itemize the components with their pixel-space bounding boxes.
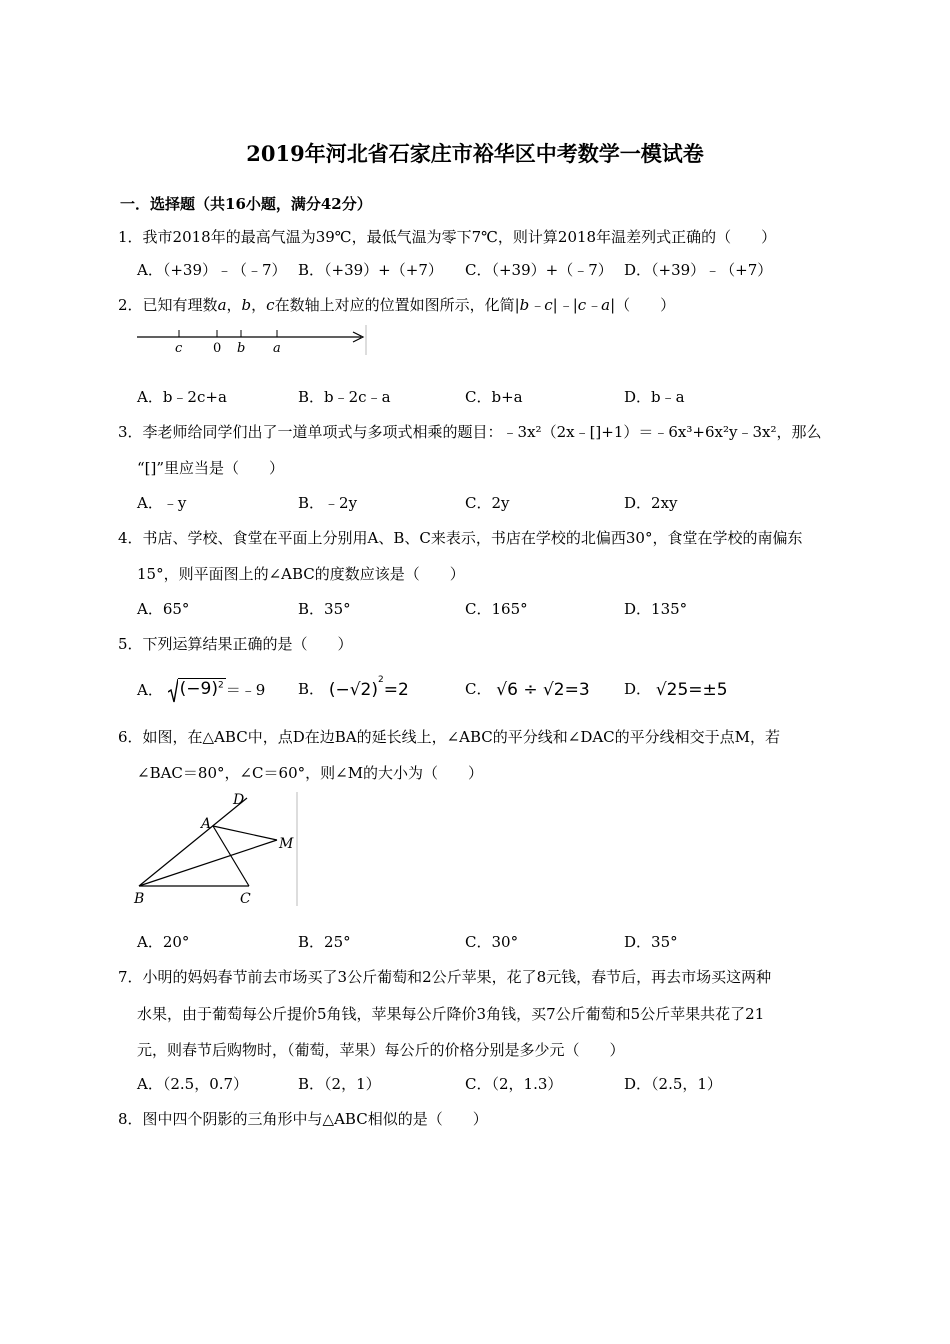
q3-option-d: D．2xy <box>624 494 678 512</box>
label-b: b <box>237 341 246 356</box>
option-letter: C． <box>465 680 492 698</box>
triangle-figure <box>133 790 301 910</box>
var-a: a <box>217 296 227 314</box>
q1-option-c: C．（+39）+（﹣7） <box>465 261 613 279</box>
label-a: a <box>273 341 281 356</box>
q2-option-a: A．b﹣2c+a <box>137 388 227 406</box>
question-stem: 李老师给同学们出了一道单项式与多项式相乘的题目：﹣3x²（2x﹣[]+1）＝﹣6x³+6x²y﹣3x²，那么 <box>142 423 822 441</box>
option-result: ＝﹣9 <box>225 681 266 699</box>
question-stem: 书店、学校、食堂在平面上分别用A、B、C来表示，书店在学校的北偏西30°，食堂在学校的南偏东 <box>142 529 803 547</box>
q3-option-a: A．﹣y <box>137 494 187 512</box>
question-number: 3． <box>118 423 143 441</box>
question-5 <box>118 633 353 654</box>
question-3-line-1 <box>118 421 821 442</box>
q4-option-c: C．165° <box>465 600 528 618</box>
question-7-line-2: 水果，由于葡萄每公斤提价5角钱，苹果每公斤降价3角钱，买7公斤葡萄和5公斤苹果共花了21 <box>137 1005 765 1023</box>
q3-option-b: B．﹣2y <box>298 494 358 512</box>
q5-option-c <box>465 678 590 700</box>
q1-option-a: A．（+39）﹣（﹣7） <box>137 261 287 279</box>
question-4-line-2: 15°，则平面图上的∠ABC的度数应该是（ ） <box>137 565 465 583</box>
question-7-line-3: 元，则春节后购物时，（葡萄，苹果）每公斤的价格分别是多少元（ ） <box>137 1041 625 1059</box>
line-ac <box>213 826 249 886</box>
label-m: M <box>279 836 294 852</box>
sqrt-expression <box>168 678 226 704</box>
option-letter: D． <box>624 680 652 698</box>
question-stem: 图中四个阴影的三角形中与△ABC相似的是（ ） <box>142 1110 488 1128</box>
line-am <box>213 826 277 840</box>
sqrt-expression: (−√2) 2 =2 <box>328 675 409 700</box>
q5-option-a <box>137 678 265 704</box>
question-number: 6． <box>118 728 143 746</box>
question-stem: 小明的妈妈春节前去市场买了3公斤葡萄和2公斤苹果，花了8元钱，春节后，再去市场买这两种 <box>142 968 772 986</box>
label-c: C <box>240 891 251 907</box>
label-c: c <box>175 341 183 356</box>
q7-option-d: D．（2.5，1） <box>624 1075 722 1093</box>
var-b: b <box>241 296 252 314</box>
question-stem: 我市2018年的最高气温为39℃，最低气温为零下7℃，则计算2018年温差列式正确的（ ） <box>142 228 777 246</box>
line-bd <box>139 798 247 886</box>
option-letter: A． <box>137 681 163 699</box>
option-letter: B． <box>298 680 325 698</box>
label-b: B <box>134 891 145 907</box>
section-heading: 一．选择题（共16小题，满分42分） <box>120 195 372 213</box>
question-6-line-2: ∠BAC＝80°，∠C＝60°，则∠M的大小为（ ） <box>137 764 484 782</box>
question-4-line-1 <box>118 527 802 548</box>
question-stem: 如图，在△ABC中，点D在边BA的延长线上，∠ABC的平分线和∠DAC的平分线相交于点M，若 <box>142 728 781 746</box>
question-number: 4． <box>118 529 143 547</box>
number-line-figure <box>135 325 375 357</box>
question-2: 2．已知有理数a，b，c在数轴上对应的位置如图所示，化简|b﹣c|﹣|c﹣a|（ ） <box>118 296 676 314</box>
question-number: 8． <box>118 1110 143 1128</box>
q4-option-d: D．135° <box>624 600 688 618</box>
question-number: 5． <box>118 635 143 653</box>
q2-option-b: B．b﹣2c﹣a <box>298 388 391 406</box>
var-c: c <box>266 296 275 314</box>
q7-option-a: A．（2.5，0.7） <box>137 1075 249 1093</box>
question-3-line-2: “[]”里应当是（ ） <box>137 459 285 477</box>
sqrt-expression: √6 ÷ √2=3 <box>496 680 590 700</box>
q5-option-b <box>298 675 409 700</box>
q7-option-c: C．（2，1.3） <box>465 1075 563 1093</box>
q6-option-a: A．20° <box>137 933 190 951</box>
label-d: D <box>233 792 245 808</box>
line-bm <box>139 840 277 886</box>
q6-option-c: C．30° <box>465 933 519 951</box>
q6-option-b: B．25° <box>298 933 351 951</box>
question-stem-part: 在数轴上对应的位置如图所示，化简 <box>274 296 515 314</box>
q2-option-d: D．b﹣a <box>624 388 685 406</box>
question-stem-part: 已知有理数 <box>142 296 218 314</box>
label-0: 0 <box>213 341 222 356</box>
question-stem-part: （ ） <box>615 296 676 314</box>
question-6-line-1 <box>118 726 780 747</box>
radicand: $(-9)^2$ <box>179 679 224 699</box>
q5-option-d <box>624 678 728 700</box>
question-7-line-1 <box>118 966 771 987</box>
q7-option-b: B．（2，1） <box>298 1075 381 1093</box>
q4-option-b: B．35° <box>298 600 351 618</box>
question-8 <box>118 1108 488 1129</box>
page-title: 2019年河北省石家庄市裕华区中考数学一模试卷 <box>246 141 704 166</box>
q1-option-b: B．（+39）+（+7） <box>298 261 443 279</box>
q1-option-d: D．（+39）﹣（+7） <box>624 261 773 279</box>
question-expression: |b﹣c|﹣|c﹣a| <box>514 296 616 314</box>
question-stem: 下列运算结果正确的是（ ） <box>142 635 353 653</box>
q3-option-c: C．2y <box>465 494 510 512</box>
q4-option-a: A．65° <box>137 600 190 618</box>
question-number: 7． <box>118 968 143 986</box>
question-1 <box>118 226 776 247</box>
label-a: A <box>201 816 212 832</box>
sqrt-expression: √25=±5 <box>655 680 728 700</box>
question-number: 1． <box>118 228 143 246</box>
q6-option-d: D．35° <box>624 933 678 951</box>
radical-icon <box>168 678 178 704</box>
q2-option-c: C．b+a <box>465 388 523 406</box>
question-number: 2． <box>118 296 143 314</box>
